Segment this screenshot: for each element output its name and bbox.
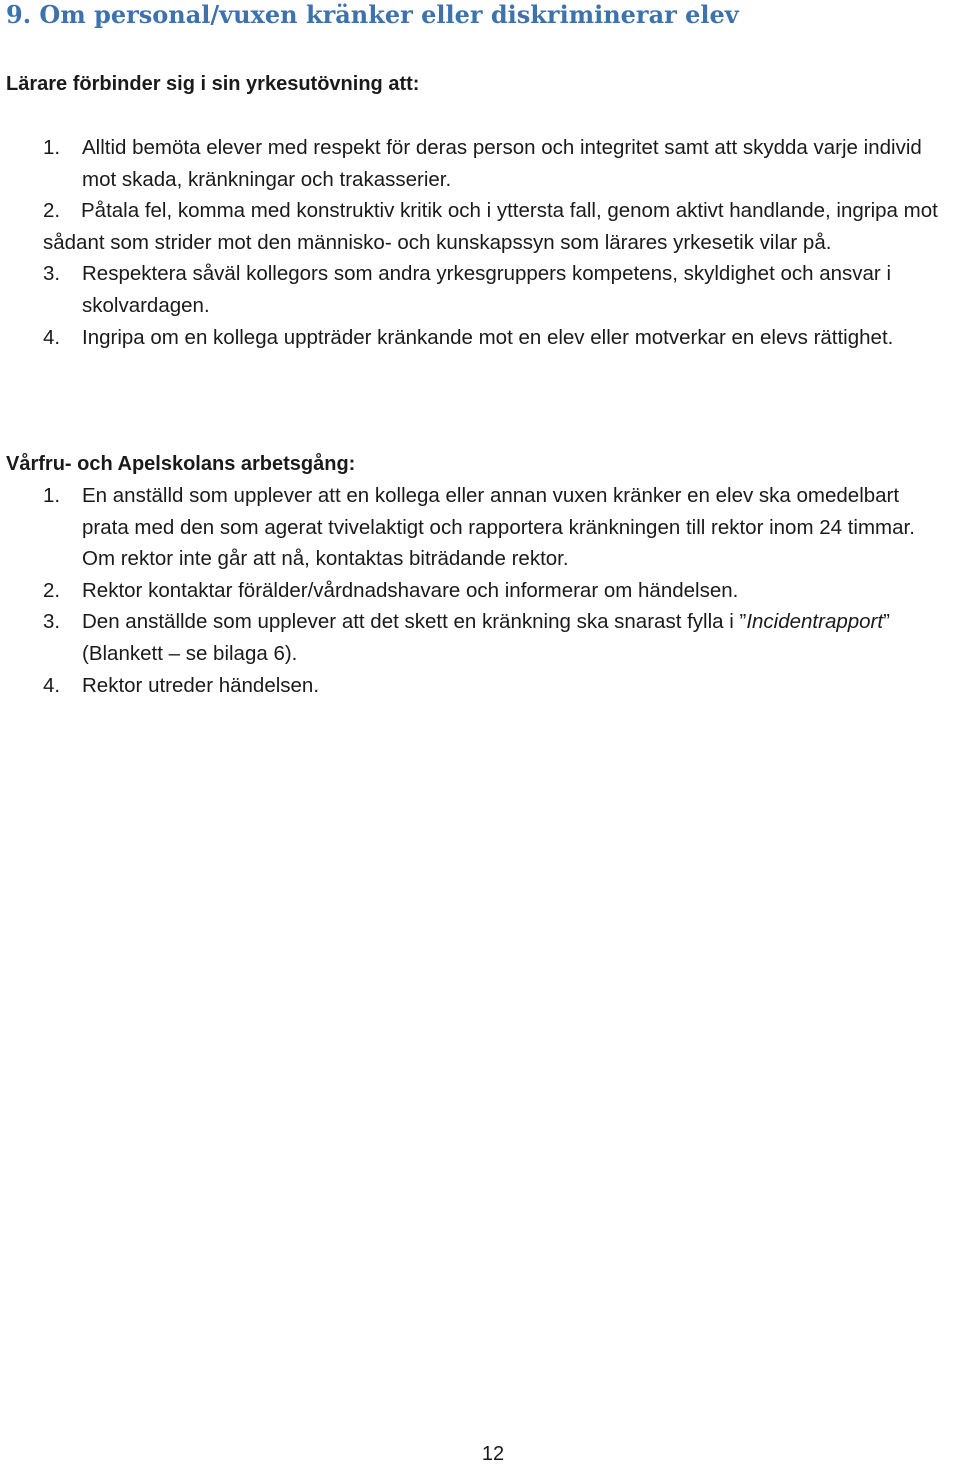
list-item-text: En anställd som upplever att en kollega eller annan vuxen kränker en elev ska omedelbart prata med den som agerat tvivelaktigt och rapportera kränkningen till rektor inom 24 timmar. Om rektor inte går att nå, kontaktas biträdande rektor. [82,484,915,571]
list-item-number: 1. [43,484,61,507]
list-item-text: Ingripa om en kollega uppträder kränkande mot en elev eller motverkar en elevs rättighet. [82,325,894,349]
teacher-commitments-list [0,132,960,353]
list-item [0,195,960,258]
list-item-number: 2. [43,578,61,602]
list-item-number: 2. [43,199,61,223]
list-item-text: Respektera såväl kollegors som andra yrkesgruppers kompetens, skyldighet och ansvar i skolvardagen. [82,262,891,317]
incident-report-reference: Incidentrapport [746,610,884,634]
page-number: 12 [481,1443,505,1465]
page-title: 9. Om personal/vuxen kränker eller diskriminerar elev [6,0,739,29]
list-item-number: 3. [43,262,61,286]
list-item [0,575,960,607]
section-title-school-procedure: Vårfru- och Apelskolans arbetsgång: [6,453,356,475]
list-item-text: Rektor utreder händelsen. [82,673,320,697]
section-title-teacher-commitments: Lärare förbinder sig i sin yrkesutövning att: [6,73,420,95]
list-item-text-before: Den anställde som upplever att det skett en kränkning ska snarast fylla i ” [82,610,747,634]
list-item-text-after: ” (Blankett – se bilaga 6). [82,610,890,665]
list-item-number: 4. [43,325,61,349]
list-item-number: 4. [43,673,61,697]
list-item-text: Rektor kontaktar förälder/vårdnadshavare och informerar om händelsen. [82,578,739,602]
list-item [0,480,960,575]
list-item [0,670,960,702]
list-item-text: Alltid bemöta elever med respekt för deras person och integritet samt att skydda varje individ mot skada, kränkningar och trakasserier. [82,136,922,191]
list-item-number: 1. [43,136,61,159]
list-item [0,606,960,669]
school-procedure-list [0,480,960,701]
list-item [0,132,960,195]
list-item [0,258,960,321]
list-item [0,322,960,354]
list-item-number: 3. [43,610,61,634]
list-item-text: Påtala fel, komma med konstruktiv kritik och i yttersta fall, genom aktivt handlande, ingripa mot sådant som strider mot den människo- och kunskapssyn som lärares yrkesetik vilar på. [43,199,938,254]
